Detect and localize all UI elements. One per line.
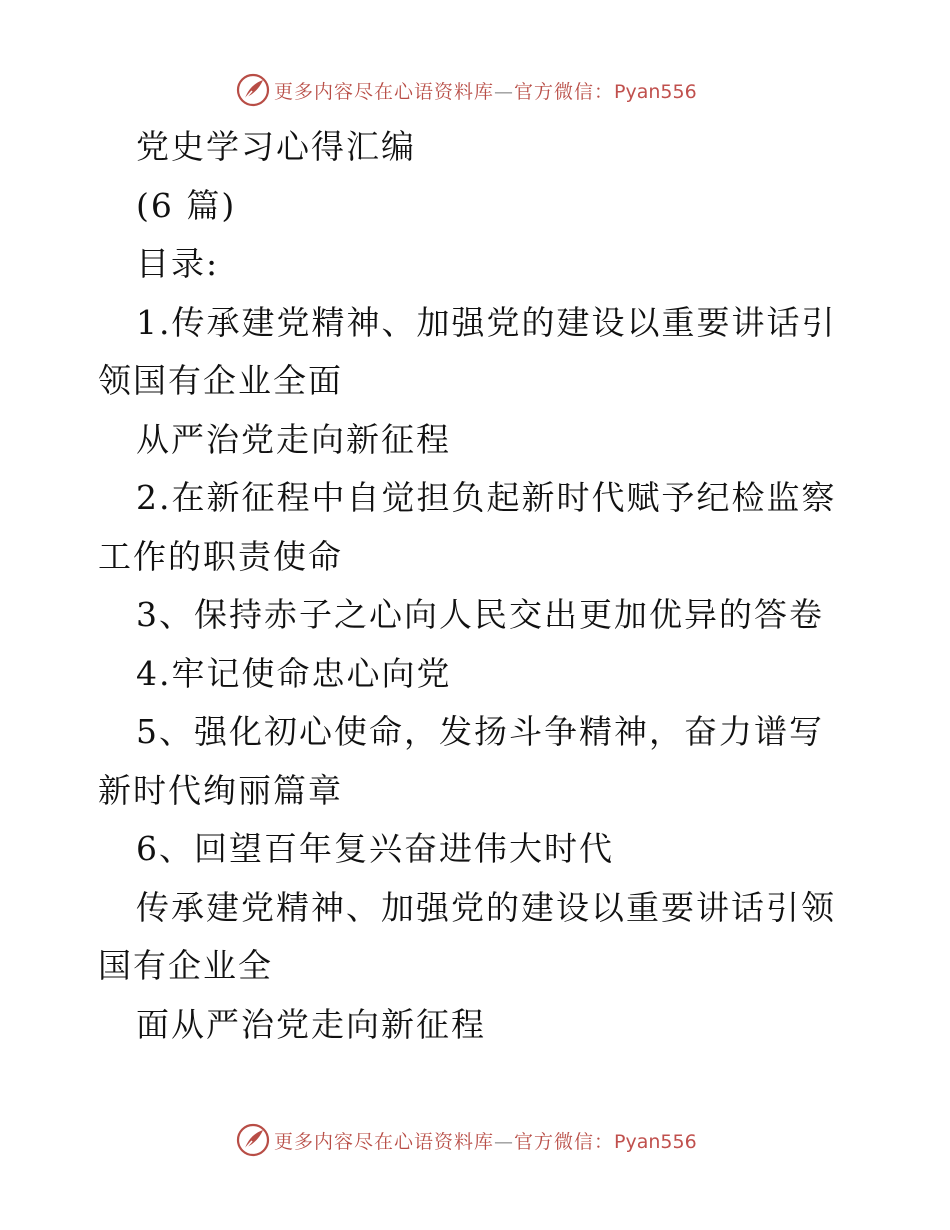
toc-item-6: 6、回望百年复兴奋进伟大时代: [136, 829, 614, 868]
toc-item-2: 2.在新征程中自觉担负起新时代赋予纪检监察工作的职责使命: [98, 478, 837, 576]
document-title: 党史学习心得汇编: [136, 127, 416, 166]
section-heading-continued: 面从严治党走向新征程: [136, 1004, 486, 1044]
section-heading: 传承建党精神、加强党的建设以重要讲话引领国有企业全: [98, 887, 836, 985]
quill-logo-icon: [236, 73, 270, 107]
toc-item-5: 5、强化初心使命，发扬斗争精神，奋力谱写新时代绚丽篇章: [98, 712, 824, 810]
article-count: (6 篇): [136, 185, 237, 225]
toc-item-1: 1.传承建党精神、加强党的建设以重要讲话引领国有企业全面: [98, 302, 837, 400]
quill-logo-icon: [236, 1123, 270, 1157]
toc-item-3: 3、保持赤子之心向人民交出更加优异的答卷: [136, 595, 824, 634]
toc-item-4: 4.牢记使命忠心向党: [136, 653, 452, 693]
toc-heading: 目录:: [136, 244, 220, 283]
watermark-banner-bottom: [236, 1123, 697, 1157]
document-body: [98, 118, 858, 1054]
toc-item-1-continued: 从严治党走向新征程: [136, 419, 451, 459]
watermark-banner-top: [236, 73, 697, 107]
watermark-text: 更多内容尽在心语资料库—官方微信：Pyan556: [274, 1130, 697, 1153]
watermark-text: 更多内容尽在心语资料库—官方微信：Pyan556: [274, 80, 697, 103]
